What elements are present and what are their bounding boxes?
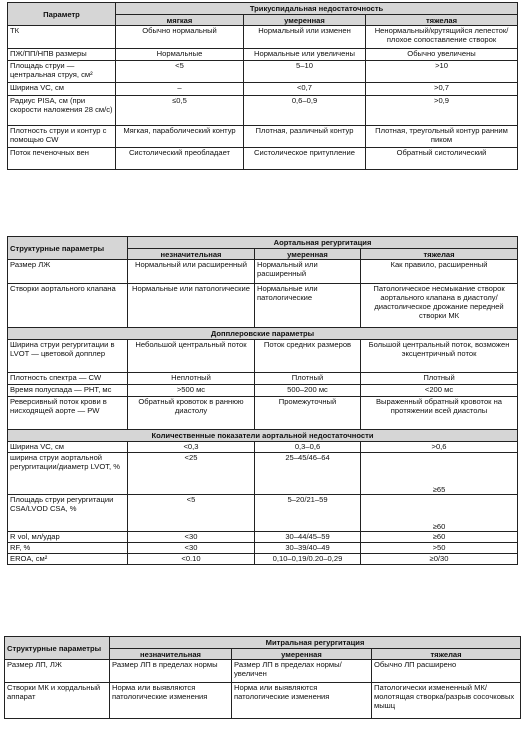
cell: Норма или выявляются патологические изменения bbox=[232, 683, 372, 719]
row-label: Площадь струи — центральная струя, см² bbox=[8, 61, 116, 83]
cell: >10 bbox=[366, 61, 518, 83]
column-header: тяжелая bbox=[361, 249, 518, 260]
table-row bbox=[8, 397, 518, 430]
cell: Нормальный или изменен bbox=[244, 26, 366, 49]
row-label: Створки аортального клапана bbox=[8, 284, 128, 328]
cell: Нормальный или расширенный bbox=[255, 260, 361, 284]
cell: Неплотный bbox=[128, 373, 255, 385]
cell: 0,10–0,19/0.20–0,29 bbox=[255, 554, 361, 565]
row-label: Поток печеночных вен bbox=[8, 148, 116, 170]
table-row bbox=[8, 26, 518, 49]
table-row bbox=[8, 260, 518, 284]
table-row bbox=[8, 373, 518, 385]
cell: Плотный bbox=[361, 373, 518, 385]
row-label: Ширина VC, см bbox=[8, 83, 116, 96]
table-row bbox=[8, 495, 518, 532]
param-header: Структурные параметры bbox=[8, 237, 128, 260]
row-label: Площадь струи регургитации CSA/LVOD CSA, % bbox=[8, 495, 128, 532]
cell: Обычно нормальный bbox=[116, 26, 244, 49]
group-header: Митральная регургитация bbox=[110, 637, 521, 649]
group-header: Аортальная регургитация bbox=[128, 237, 518, 249]
cell: Нормальные или патологические bbox=[128, 284, 255, 328]
cell: ≤0,5 bbox=[116, 96, 244, 126]
cell: – bbox=[116, 83, 244, 96]
aortic-regurgitation-table bbox=[7, 236, 518, 565]
cell: >0,9 bbox=[366, 96, 518, 126]
cell: Ненормальный/крутящийся лепесток/ плохое сопоставление створок bbox=[366, 26, 518, 49]
cell: Систолический преобладает bbox=[116, 148, 244, 170]
cell: Обычно ЛП расширено bbox=[372, 660, 521, 683]
cell: <30 bbox=[128, 543, 255, 554]
cell: 25–45/46–64 bbox=[255, 453, 361, 495]
row-label: ширина струи аортальной регургитации/диаметр LVOT, % bbox=[8, 453, 128, 495]
cell: Нормальный или расширенный bbox=[128, 260, 255, 284]
cell: Патологическое несмыкание створок аортального клапана в диастолу/ диастолическое дрожание передней створки МК bbox=[361, 284, 518, 328]
row-label: Радиус PISA, см (при скорости наложения 28 см/с) bbox=[8, 96, 116, 126]
table-row bbox=[8, 83, 518, 96]
table-row bbox=[5, 683, 521, 719]
cell: Большой центральный поток, возможен эксцентричный поток bbox=[361, 340, 518, 373]
row-label: Размер ЛЖ bbox=[8, 260, 128, 284]
cell: Выраженный обратный кровоток на протяжении всей диастолы bbox=[361, 397, 518, 430]
column-header: умеренная bbox=[255, 249, 361, 260]
cell: >0,7 bbox=[366, 83, 518, 96]
table-row bbox=[8, 96, 518, 126]
cell: Размер ЛП в пределах нормы/ увеличен bbox=[232, 660, 372, 683]
cell: Мягкая, параболический контур bbox=[116, 126, 244, 148]
table-row bbox=[8, 61, 518, 83]
cell: 500–200 мс bbox=[255, 385, 361, 397]
cell: ≥0/30 bbox=[361, 554, 518, 565]
row-label: Ширина VC, см bbox=[8, 442, 128, 453]
cell: 30–44/45–59 bbox=[255, 532, 361, 543]
table-row bbox=[8, 49, 518, 61]
cell: <5 bbox=[116, 61, 244, 83]
cell: Систолическое притупление bbox=[244, 148, 366, 170]
row-label: ТК bbox=[8, 26, 116, 49]
row-label: Плотность спектра — CW bbox=[8, 373, 128, 385]
param-header: Параметр bbox=[8, 3, 116, 26]
column-header: умеренная bbox=[244, 15, 366, 26]
column-header: тяжелая bbox=[366, 15, 518, 26]
cell: Нормальные или патологические bbox=[255, 284, 361, 328]
cell: <5 bbox=[128, 495, 255, 532]
cell: 5–10 bbox=[244, 61, 366, 83]
cell: Небольшой центральный поток bbox=[128, 340, 255, 373]
cell: 0,3–0,6 bbox=[255, 442, 361, 453]
cell: Патологически измененный МК/молотящая створка/разрыв сосочковых мышц bbox=[372, 683, 521, 719]
group-header: Трикуспидальная недостаточность bbox=[116, 3, 518, 15]
table-row bbox=[8, 340, 518, 373]
table-row bbox=[8, 442, 518, 453]
cell: Обратный систолический bbox=[366, 148, 518, 170]
column-header: незначительная bbox=[128, 249, 255, 260]
table-row bbox=[8, 532, 518, 543]
row-label: Размер ЛП, ЛЖ bbox=[5, 660, 110, 683]
cell: ≥60 bbox=[361, 495, 518, 532]
column-header: незначительная bbox=[110, 649, 232, 660]
cell: >500 мс bbox=[128, 385, 255, 397]
doppler-section-header: Допплеровские параметры bbox=[8, 328, 518, 340]
cell: >50 bbox=[361, 543, 518, 554]
row-label: Плотность струи и контур с помощью CW bbox=[8, 126, 116, 148]
row-label: Створки МК и хордальный аппарат bbox=[5, 683, 110, 719]
cell: Плотная, треугольный контур ранним пиком bbox=[366, 126, 518, 148]
mitral-regurgitation-table bbox=[4, 636, 521, 719]
cell: ≥65 bbox=[361, 453, 518, 495]
table-row bbox=[8, 385, 518, 397]
table-row bbox=[8, 554, 518, 565]
cell: Нормальные или увеличены bbox=[244, 49, 366, 61]
param-header: Структурные параметры bbox=[5, 637, 110, 660]
cell: 0,6–0,9 bbox=[244, 96, 366, 126]
cell: <0,7 bbox=[244, 83, 366, 96]
row-label: Реверсивный поток крови в нисходящей аорте — PW bbox=[8, 397, 128, 430]
column-header: мягкая bbox=[116, 15, 244, 26]
row-label: Время полуспада — PHT, мс bbox=[8, 385, 128, 397]
cell: Поток средних размеров bbox=[255, 340, 361, 373]
row-label: Ширина струи регургитации в LVOT — цветовой допплер bbox=[8, 340, 128, 373]
cell: Плотная, различный контур bbox=[244, 126, 366, 148]
cell: <200 мс bbox=[361, 385, 518, 397]
cell: <0,3 bbox=[128, 442, 255, 453]
cell: Нормальные bbox=[116, 49, 244, 61]
table-row bbox=[8, 453, 518, 495]
cell: <25 bbox=[128, 453, 255, 495]
cell: 30–39/40–49 bbox=[255, 543, 361, 554]
row-label: EROA, см² bbox=[8, 554, 128, 565]
row-label: R vol, мл/удар bbox=[8, 532, 128, 543]
table-row bbox=[8, 126, 518, 148]
cell: Промежуточный bbox=[255, 397, 361, 430]
cell: Обычно увеличены bbox=[366, 49, 518, 61]
quant-section-header: Количественные показатели аортальной недостаточности bbox=[8, 430, 518, 442]
table-row bbox=[8, 284, 518, 328]
cell: Как правило, расширенный bbox=[361, 260, 518, 284]
table-row bbox=[8, 148, 518, 170]
cell: <30 bbox=[128, 532, 255, 543]
column-header: тяжелая bbox=[372, 649, 521, 660]
cell: <0.10 bbox=[128, 554, 255, 565]
row-label: RF, % bbox=[8, 543, 128, 554]
column-header: умеренная bbox=[232, 649, 372, 660]
cell: Обратный кровоток в раннюю диастолу bbox=[128, 397, 255, 430]
cell: ≥60 bbox=[361, 532, 518, 543]
cell: >0,6 bbox=[361, 442, 518, 453]
cell: Размер ЛП в пределах нормы bbox=[110, 660, 232, 683]
row-label: ПЖ/ПП/НПВ размеры bbox=[8, 49, 116, 61]
table-row bbox=[5, 660, 521, 683]
table-row bbox=[8, 543, 518, 554]
tricuspid-table bbox=[7, 2, 518, 170]
cell: Плотный bbox=[255, 373, 361, 385]
cell: 5–20/21–59 bbox=[255, 495, 361, 532]
cell: Норма или выявляются патологические изменения bbox=[110, 683, 232, 719]
